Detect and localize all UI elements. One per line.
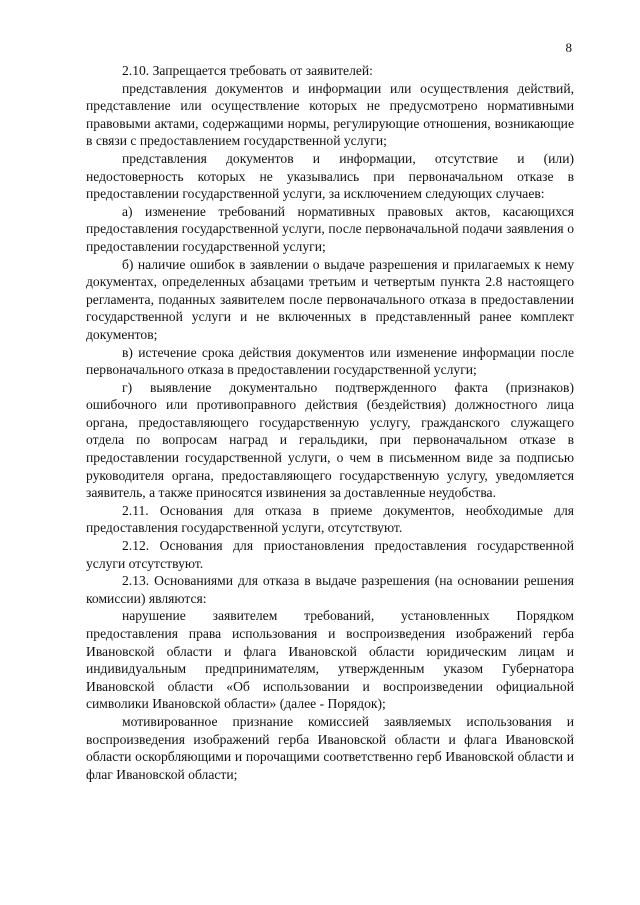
paragraph-case-a: а) изменение требований нормативных правовых актов, касающихся предоставления государственной услуги, после первоначальной подачи заявления о предоставлении государственной услуги; — [86, 203, 574, 254]
paragraph-refusal-1: нарушение заявителем требований, установленных Порядком предоставления права использования и воспроизведения изображений герба Ивановской области и флага Ивановской области юридическим лицам и индивидуальным предпринимателям, утвержденным указом Губернатора Ивановской области «Об использовании и воспроизведении официальной символики Ивановской области» (далее - Порядок); — [86, 608, 574, 712]
paragraph-case-g: г) выявление документально подтвержденного факта (признаков) ошибочного или противоправного действия (бездействия) должностного лица органа, предоставляющего государственную услугу, гражданского служащего отдела по вопросам наград и геральдики, при первоначальном отказе в предоставлении государственной услуги, о чем в письменном виде за подписью руководителя органа, предоставляющего государственную услугу, уведомляется заявитель, а также приносятся извинения за доставленные неудобства. — [86, 379, 574, 501]
paragraph-2-11: 2.11. Основания для отказа в приеме документов, необходимые для предоставления государственной услуги, отсутствуют. — [86, 502, 574, 536]
paragraph-case-b: б) наличие ошибок в заявлении о выдаче разрешения и прилагаемых к нему документах, определенных абзацами третьим и четвертым пункта 2.8 настоящего регламента, поданных заявителем после первоначального отказа в предоставлении государственной услуги и не включенных в представленный ранее комплект документов; — [86, 256, 574, 342]
paragraph-requirement-2: представления документов и информации, отсутствие и (или) недостоверность которых не указывались при первоначальном отказе в предоставлении государственной услуги, за исключением следующих случаев: — [86, 150, 574, 202]
paragraph-2-10: 2.10. Запрещается требовать от заявителей: — [122, 63, 373, 78]
paragraph-requirement-1: представления документов и информации или осуществления действий, представление или осуществление которых не предусмотрено нормативными правовыми актами, содержащими нормы, регулирующие отношения, возникающие в связи с предоставлением государственной услуги; — [86, 80, 574, 149]
document-body — [86, 62, 574, 783]
paragraph-case-v: в) истечение срока действия документов или изменение информации после первоначального отказа в предоставлении государственной услуги; — [86, 344, 574, 378]
page-number: 8 — [565, 40, 572, 55]
paragraph-2-12: 2.12. Основания для приостановления предоставления государственной услуги отсутствуют. — [86, 538, 574, 571]
paragraph-2-13: 2.13. Основаниями для отказа в выдаче разрешения (на основании решения комиссии) являются: — [86, 573, 574, 606]
paragraph-refusal-2: мотивированное признание комиссией заявляемых использования и воспроизведения изображений герба Ивановской области и флага Ивановской области оскорбляющими и порочащими соответственно герб Ивановской области и флаг Ивановской области; — [86, 713, 574, 782]
